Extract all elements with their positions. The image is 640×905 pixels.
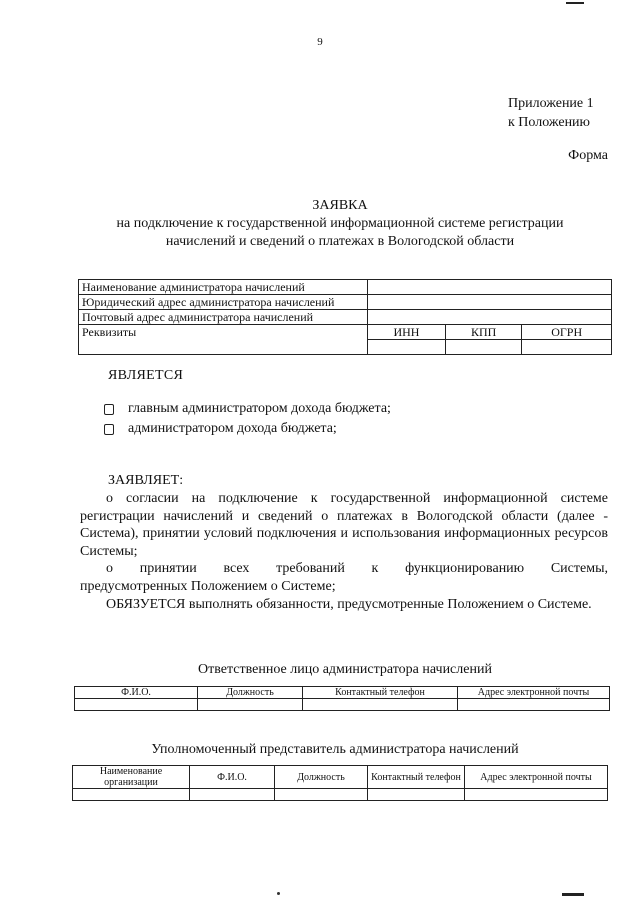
position-field[interactable] [275,789,368,801]
scan-mark-bottom [562,893,584,896]
kpp-header: КПП [445,325,521,340]
is-heading: ЯВЛЯЕТСЯ [108,368,184,383]
word: о [106,561,113,577]
appendix-line-2: к Положению [508,115,591,130]
column-header: Должность [198,687,303,699]
administrator-info-table [78,279,612,355]
row-label-postal-address: Почтовый адрес администратора начислений [79,310,368,325]
inn-header: ИНН [368,325,446,340]
table-row [73,789,608,801]
fio-field[interactable] [190,789,275,801]
checkbox-icon[interactable] [104,424,114,435]
legal-address-field[interactable] [368,295,612,310]
table-row [75,687,610,699]
postal-address-field[interactable] [368,310,612,325]
word: принятии [139,561,197,577]
declaration-text [80,490,608,613]
row-label-name: Наименование администратора начислений [79,280,368,295]
table-row [79,280,612,295]
scan-mark-top [566,2,584,4]
phone-field[interactable] [303,699,458,711]
row-label-requisites: Реквизиты [79,325,368,355]
organization-field[interactable] [73,789,190,801]
table-row [75,699,610,711]
appendix-line-1: Приложение 1 [508,96,594,111]
position-field[interactable] [198,699,303,711]
authorized-representative-table [72,765,608,801]
responsible-person-table [74,686,610,711]
column-header: Наименование организации [73,766,190,789]
word: к [371,561,379,577]
option-label: главным администратором дохода бюджета; [128,401,391,416]
title-line-1: на подключение к государственной информационной системе регистрации [116,216,564,231]
phone-field[interactable] [368,789,465,801]
word: Системы, [550,561,608,577]
table-row [73,766,608,789]
option-chief-administrator [104,401,391,417]
table-row [79,325,612,340]
document-title [60,197,620,251]
email-field[interactable] [465,789,608,801]
fio-field[interactable] [75,699,198,711]
form-label: Форма [568,148,608,163]
page-number: 9 [317,36,323,48]
paragraph-obligation: ОБЯЗУЕТСЯ выполнять обязанности, предусмотренные Положением о Системе. [106,596,592,612]
column-header: Должность [275,766,368,789]
row-label-legal-address: Юридический адрес администратора начислений [79,295,368,310]
appendix-reference [508,94,594,132]
authorized-representative-title: Уполномоченный представитель администратора начислений [151,742,519,757]
kpp-field[interactable] [445,340,521,355]
checkbox-icon[interactable] [104,404,114,415]
table-row [79,310,612,325]
scan-dot [277,892,280,895]
column-header: Ф.И.О. [75,687,198,699]
option-label: администратором дохода бюджета; [128,421,337,436]
column-header: Адрес электронной почты [458,687,610,699]
table-row [79,295,612,310]
declares-heading: ЗАЯВЛЯЕТ: [108,473,184,488]
column-header: Контактный телефон [303,687,458,699]
word: всех [223,561,250,577]
title-line-2: начислений и сведений о платежах в Вологодской области [165,234,515,249]
ogrn-field[interactable] [522,340,612,355]
title-main: ЗАЯВКА [312,198,368,213]
column-header: Ф.И.О. [190,766,275,789]
paragraph-acceptance-line-2: предусмотренных Положением о Системе; [80,578,336,594]
column-header: Адрес электронной почты [465,766,608,789]
admin-name-field[interactable] [368,280,612,295]
column-header: Контактный телефон [368,766,465,789]
option-administrator [104,421,337,437]
inn-field[interactable] [368,340,446,355]
paragraph-acceptance-line-1 [80,560,608,578]
word: требований [276,561,345,577]
responsible-person-title: Ответственное лицо администратора начислений [198,662,492,677]
email-field[interactable] [458,699,610,711]
word: функционированию [405,561,525,577]
paragraph-consent: о согласии на подключение к государственной информационной системе регистрации начислений и сведений о платежах в Вологодской области (далее - Система), принятии условий подключения и использования информационных ресурсов Системы; [80,491,608,559]
ogrn-header: ОГРН [522,325,612,340]
